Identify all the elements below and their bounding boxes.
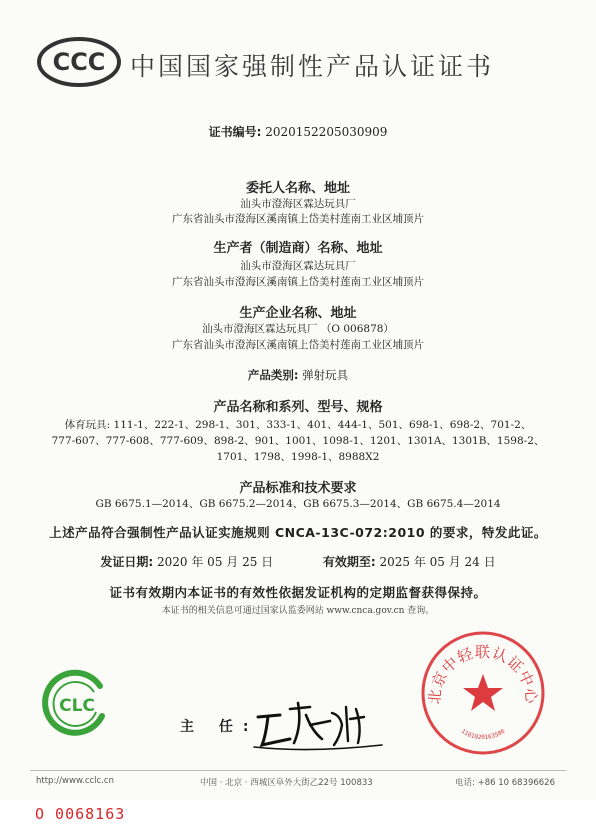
footer-address: 中国 · 北京 · 西城区阜外大街乙22号 100833	[200, 778, 373, 788]
manufacturer-heading: 生产者（制造商）名称、地址	[213, 241, 383, 256]
category-value: 弹射玩具	[302, 368, 349, 382]
category-row	[0, 367, 596, 383]
ccc-mark-text: CCC	[52, 48, 106, 76]
serial-number: O 0068163	[35, 805, 126, 823]
svg-text:1101020163586	[460, 728, 507, 742]
official-seal	[418, 628, 548, 758]
products-heading: 产品名称和系列、型号、规格	[213, 400, 383, 415]
clc-logo	[40, 668, 112, 740]
seal-number: 1101020163586	[459, 727, 507, 742]
products-line-1: 体育玩具: 111-1、222-1、298-1、301、333-1、401、444-1、501、698-1、698-2、701-2、	[64, 419, 532, 431]
products-line-3: 1701、1798、1998-1、8988X2	[216, 451, 380, 463]
products-line-2: 777-607、777-608、777-609、898-2、901、1001、1098-1、1201、1301A、1301B、1598-2、	[51, 435, 545, 447]
signature-label: 主 任:	[180, 719, 259, 735]
category-label: 产品类别:	[247, 368, 299, 382]
valid-until-value: 2025 年 05 月 24 日	[379, 555, 496, 569]
standards-heading: 产品标准和技术要求	[239, 481, 357, 496]
client-name: 汕头市澄海区霖达玩具厂	[240, 198, 356, 210]
seal-text: 北京中轻联认证中心	[425, 643, 541, 705]
footer-divider	[30, 770, 566, 771]
cert-number-value: 2020152205030909	[265, 125, 388, 139]
standards-value: GB 6675.1—2014、GB 6675.2—2014、GB 6675.3—2014、GB 6675.4—2014	[95, 498, 501, 510]
cert-number-label: 证书编号:	[208, 125, 262, 139]
validity-note: 证书有效期内本证书的有效性依据发证机构的定期监督获得保持。	[109, 585, 487, 600]
director-signature	[250, 695, 390, 760]
footer-website: http://www.cclc.cn	[36, 776, 114, 786]
compliance-statement: 上述产品符合强制性产品认证实施规则 CNCA-13C-072:2010 的要求，特发此证。	[49, 525, 547, 540]
certificate-title: 中国国家强制性产品认证证书	[130, 52, 495, 81]
ccc-mark-logo	[36, 36, 122, 88]
dates-row	[0, 553, 596, 570]
manufacturer-address: 广东省汕头市澄海区溪南镇上岱美村莲南工业区埔顶片	[172, 276, 424, 288]
cert-number-row	[0, 123, 596, 140]
manufacturer-name: 汕头市澄海区霖达玩具厂	[240, 260, 356, 272]
factory-heading: 生产企业名称、地址	[239, 306, 357, 321]
factory-address: 广东省汕头市澄海区溪南镇上岱美村莲南工业区埔顶片	[172, 339, 424, 351]
issue-date-value: 2020 年 05 月 25 日	[157, 555, 274, 569]
footer-phone: 电话: +86 10 68396626	[455, 778, 555, 788]
issue-date-label: 发证日期:	[100, 555, 154, 569]
client-heading: 委托人名称、地址	[245, 181, 350, 196]
factory-name: 汕头市澄海区霖达玩具厂 （O 006878）	[202, 323, 394, 335]
clc-logo-text: CLC	[59, 696, 95, 716]
valid-until-label: 有效期至:	[322, 555, 376, 569]
client-address: 广东省汕头市澄海区溪南镇上岱美村莲南工业区埔顶片	[172, 213, 424, 225]
info-note: 本证书的相关信息可通过国家认监委网站 www.cnca.gov.cn 查询。	[161, 606, 435, 616]
